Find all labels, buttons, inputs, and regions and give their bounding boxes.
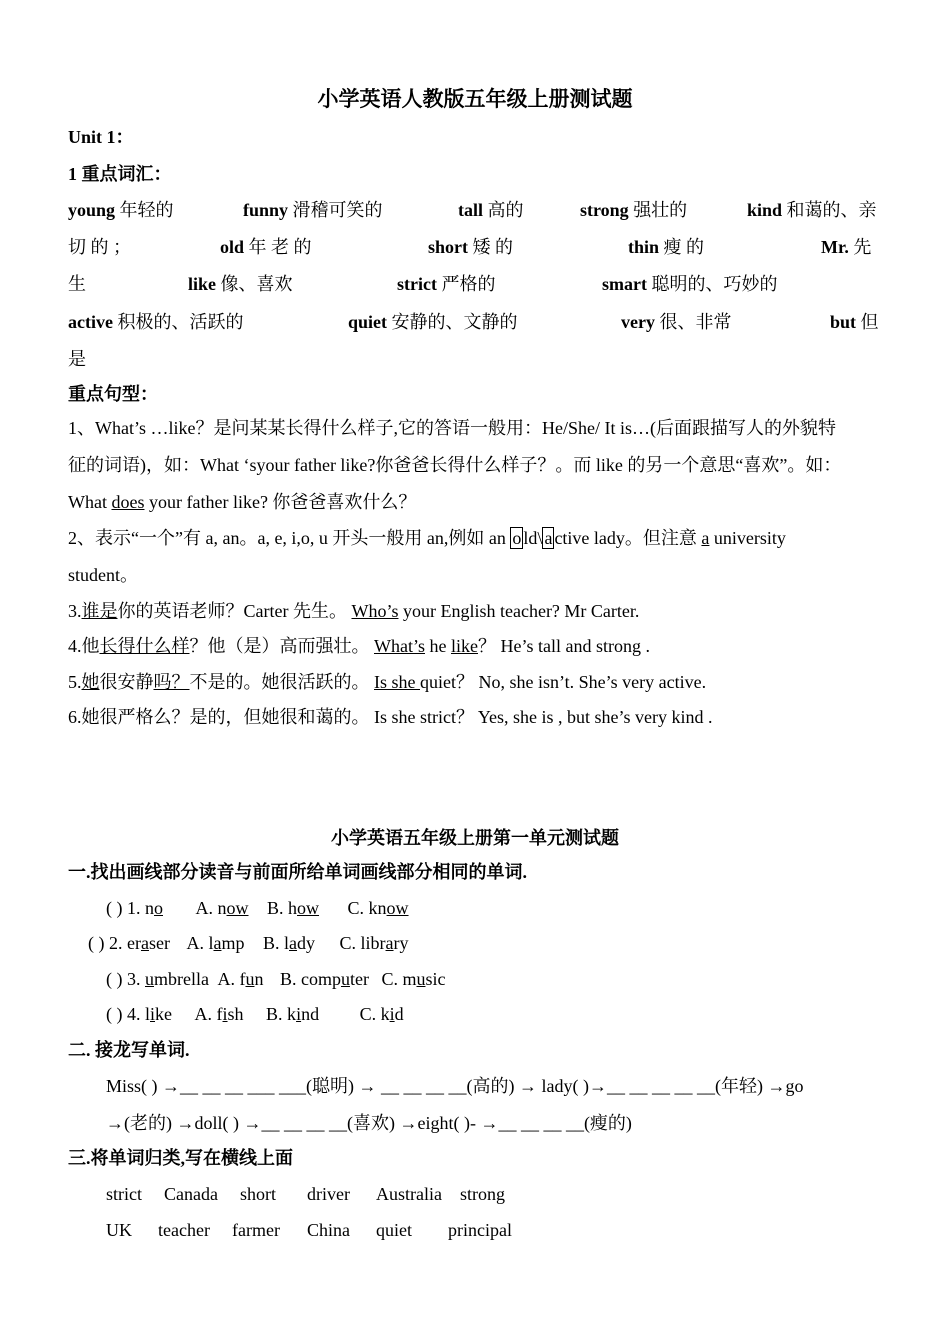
patterns-heading: 重点句型：: [68, 384, 158, 404]
word: principal: [448, 1220, 512, 1240]
word: quiet: [376, 1220, 412, 1240]
vocab-item: 切 的 ；: [68, 237, 131, 257]
sentence-6: 6.她很严格么？是的，但她很和蔼的。 Is she strict？ Yes, she is , but she’s very kind .: [68, 707, 713, 727]
section-2-heading: 二. 接龙写单词.: [68, 1040, 190, 1060]
vocab-item: 是: [68, 349, 86, 369]
question-4: ( ) 4. like A. fish B. kind C. kid: [106, 1004, 404, 1024]
vocab-item: Mr. 先: [821, 237, 872, 257]
vocab-item: funny 滑稽可笑的: [243, 200, 383, 220]
word: Australia: [376, 1184, 442, 1204]
unit-heading: Unit 1：: [68, 127, 134, 147]
pattern-1-line-2: 征的词语)，如：What ‘syour father like?你爸爸长得什么样子？。而 like 的另一个意思“喜欢”。如：: [68, 455, 842, 475]
vocab-item: young 年轻的: [68, 200, 174, 220]
vocab-item: like 像、喜欢: [188, 274, 293, 294]
vocab-heading: 1 重点词汇：: [68, 164, 172, 184]
pattern-2-line-2: student。: [68, 565, 138, 585]
vocab-item: old 年 老 的: [220, 237, 312, 257]
pattern-1-line-3: What does your father like? 你爸爸喜欢什么？: [68, 492, 417, 512]
word: short: [240, 1184, 276, 1204]
vocab-item: kind 和蔼的、亲: [747, 200, 877, 220]
test-title: 小学英语五年级上册第一单元测试题: [331, 828, 619, 848]
vocab-item: very 很、非常: [621, 312, 732, 332]
vocab-item: strong 强壮的: [580, 200, 688, 220]
section-3-heading: 三.将单词归类,写在横线上面: [68, 1148, 293, 1168]
chain-line-2: →(老的) →doll( ) →__ __ __ __(喜欢) →eight( )- →__ __ __ __(瘦的): [106, 1113, 632, 1133]
sentence-3: 3.谁是你的英语老师？Carter 先生。 Who’s your English teacher? Mr Carter.: [68, 601, 640, 621]
sentence-5: 5.她很安静吗？不是的。她很活跃的。 Is she quiet？ No, she isn’t. She’s very active.: [68, 672, 707, 692]
vocab-item: 生: [68, 274, 86, 294]
pattern-1-line-1: 1、What’s …like？是问某某长得什么样子,它的答语一般用：He/She/ It is…(后面跟描写人的外貌特: [68, 418, 836, 438]
word: driver: [307, 1184, 350, 1204]
pattern-2-line-1: 2、表示“一个”有 a, an。a, e, i,o, u 开头一般用 an,例如 an o ld\ a ctive lady。但注意 a university: [68, 528, 786, 548]
word: teacher: [158, 1220, 210, 1240]
question-1: ( ) 1. no A. now B. how C. know: [106, 898, 409, 918]
page-title: 小学英语人教版五年级上册测试题: [317, 87, 633, 111]
question-3: ( ) 3. umbrella A. fun B. computer C. music: [106, 969, 446, 989]
word: strict: [106, 1184, 142, 1204]
chain-line-1: Miss( ) →__ __ __ ___ ___(聪明) → __ __ __ __(高的) → lady( )→__ __ __ __ __(年轻) →go: [106, 1076, 804, 1096]
word: Canada: [164, 1184, 218, 1204]
vocab-item: but 但: [830, 312, 879, 332]
section-1-heading: 一.找出画线部分读音与前面所给单词画线部分相同的单词.: [68, 862, 527, 882]
sentence-4: 4.他长得什么样？他（是）高而强壮。 What’s he like？ He’s tall and strong .: [68, 636, 650, 656]
vocab-item: short 矮 的: [428, 237, 513, 257]
vocab-item: strict 严格的: [397, 274, 496, 294]
vocab-item: active 积极的、活跃的: [68, 312, 244, 332]
word: UK: [106, 1220, 132, 1240]
vocab-item: quiet 安静的、文静的: [348, 312, 518, 332]
vocab-item: tall 高的: [458, 200, 524, 220]
vocab-item: thin 瘦 的: [628, 237, 705, 257]
word: strong: [460, 1184, 505, 1204]
question-2: ( ) 2. eraser A. lamp B. lady C. library: [88, 933, 409, 953]
word: farmer: [232, 1220, 280, 1240]
word: China: [307, 1220, 350, 1240]
vocab-item: smart 聪明的、巧妙的: [602, 274, 778, 294]
